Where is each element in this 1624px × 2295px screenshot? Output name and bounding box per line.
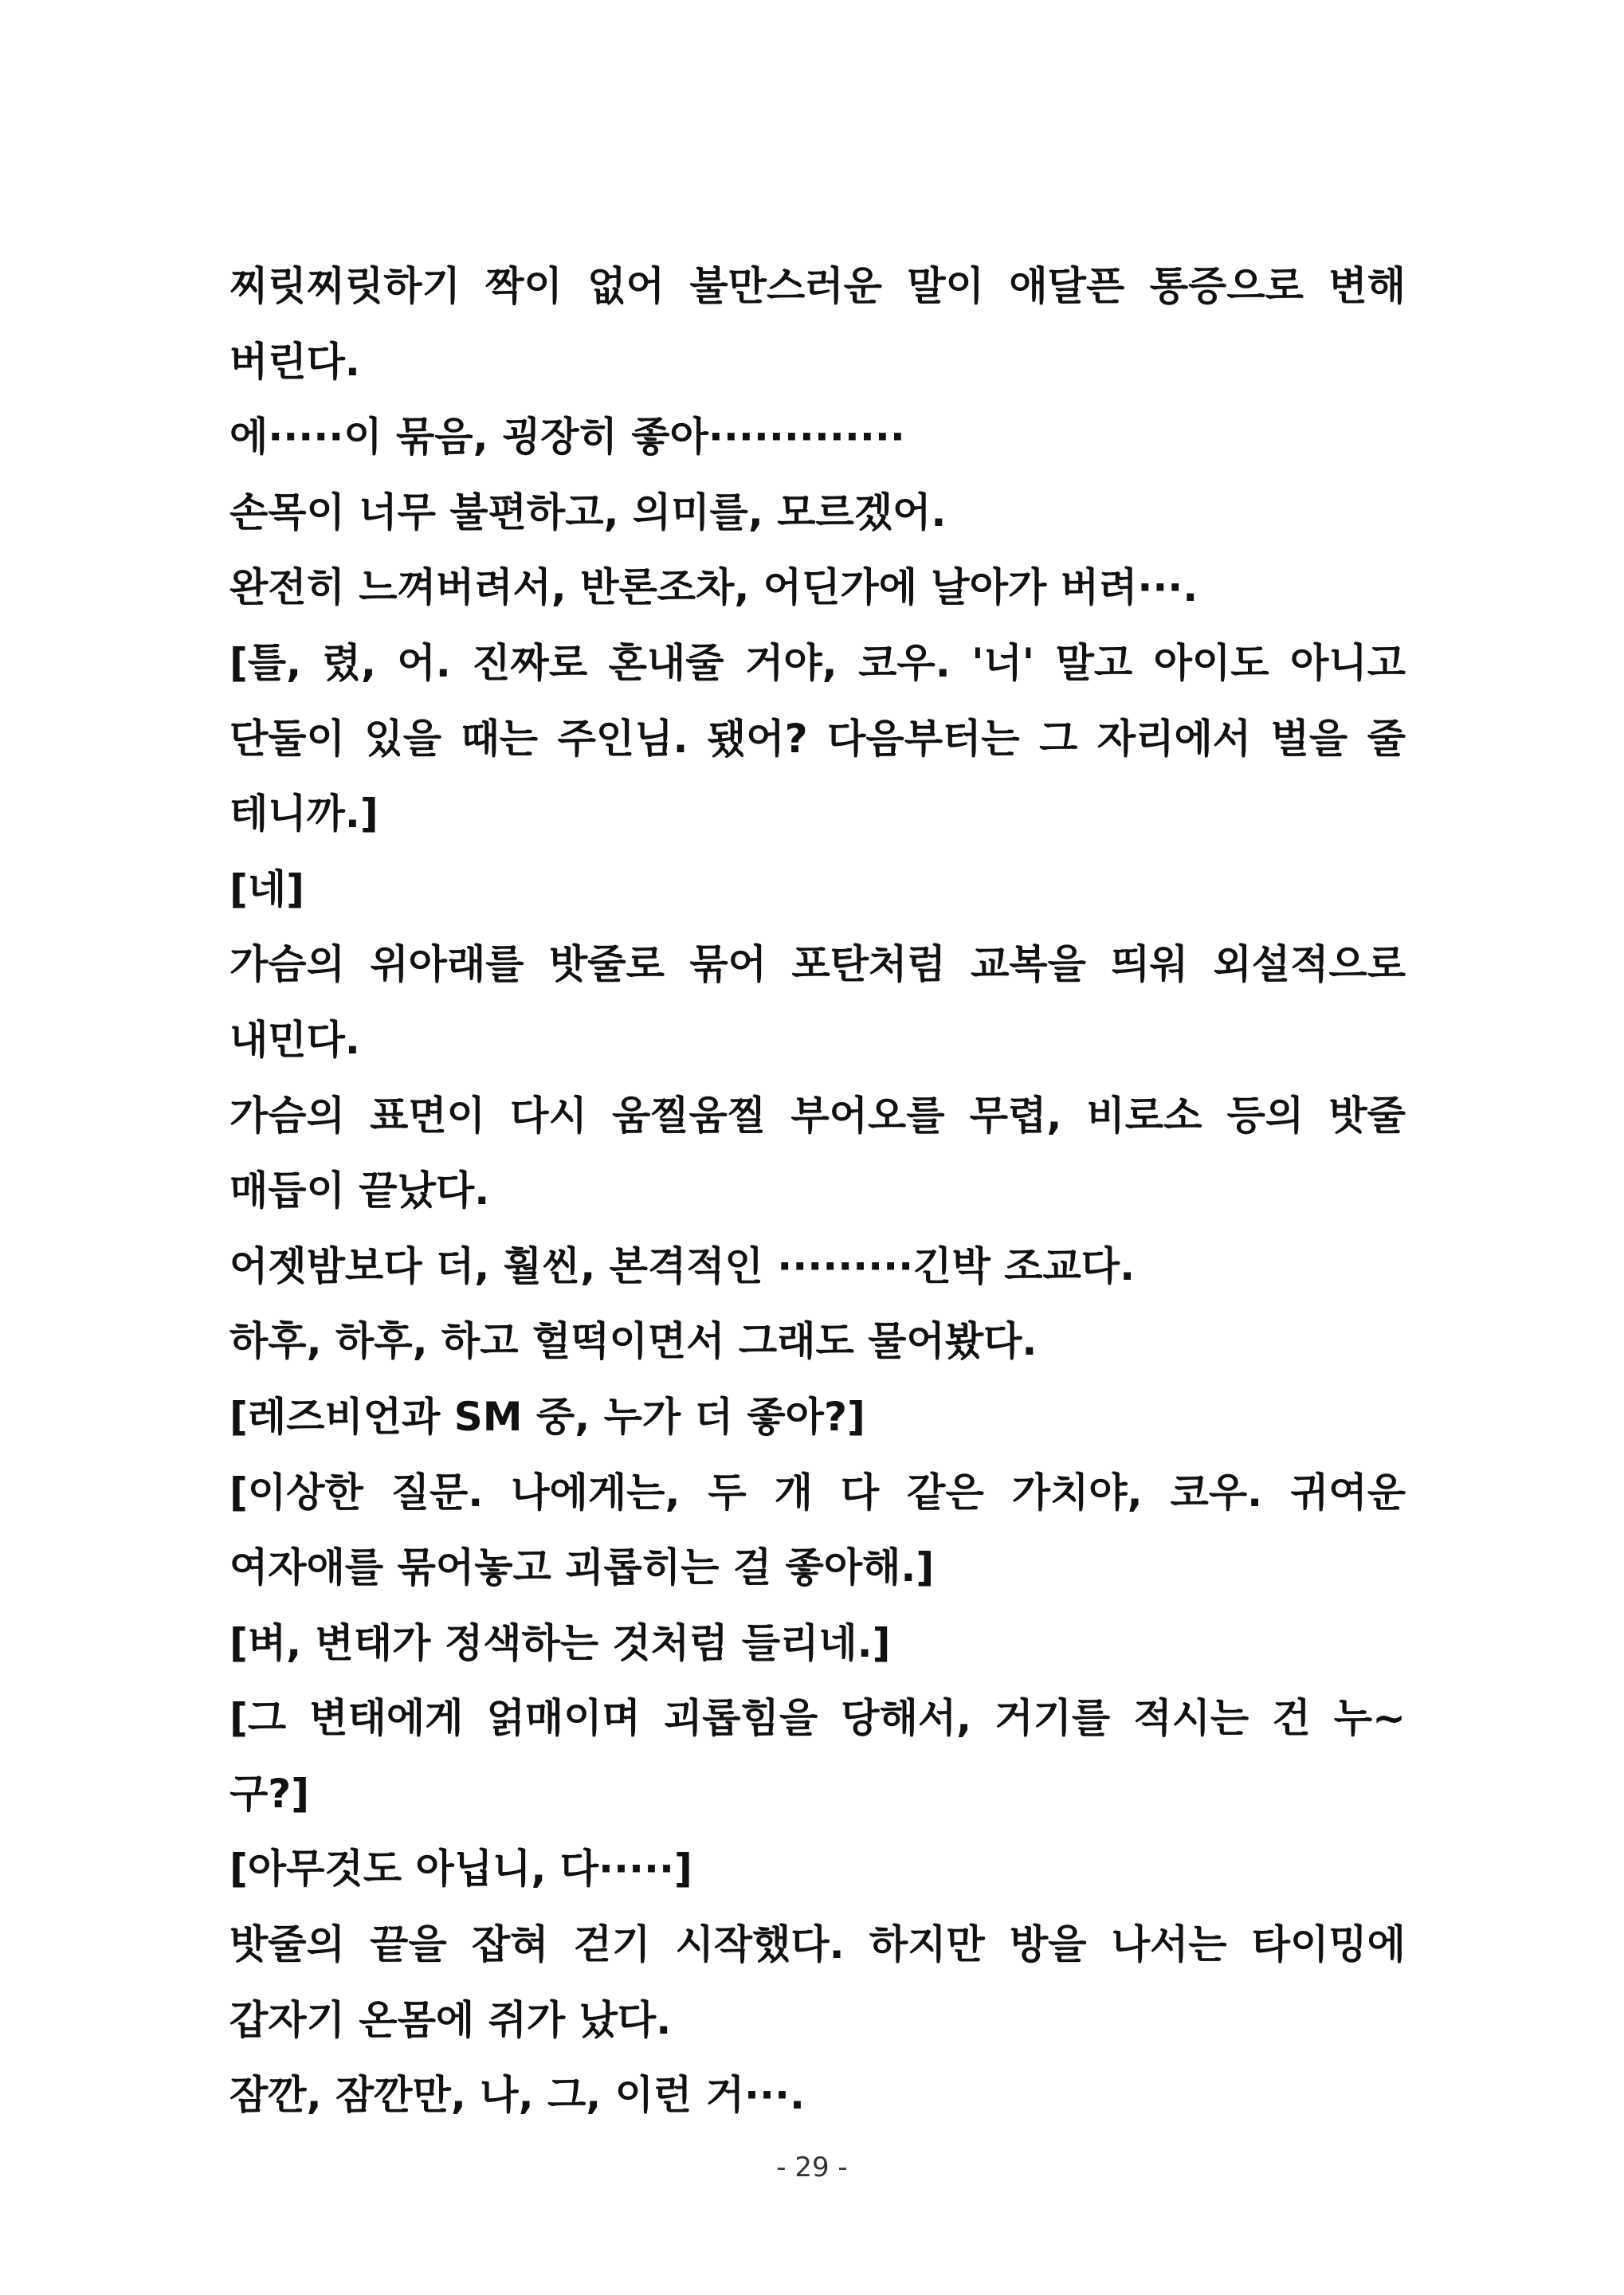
paragraph: [벼, 변태가 정색하는 것처럼 들리네.]	[229, 1619, 891, 1666]
paragraph: [아무것도 아닙니, 다·····]	[229, 1846, 692, 1893]
paragraph: 어젯밤보다 더, 훨씬, 본격적인 ·········긴박 조교다.	[229, 1242, 1136, 1289]
paragraph: 손목이 너무 불편하고, 의미를, 모르겠어.	[229, 488, 947, 536]
paragraph: 에·····이 묶음, 굉장히 좋아·············	[229, 414, 905, 461]
body-text	[229, 249, 1406, 2133]
paragraph: 가슴의 표면이 다시 움찔움찔 부어오를 무렵, 비로소 등의 밧줄 매듭이 끝났다.	[229, 1092, 1406, 1214]
paragraph: [레즈비언과 SM 중, 누가 더 좋아?]	[229, 1393, 865, 1440]
paragraph: 찌릿찌릿하기 짝이 없어 불만스러운 말이 애달픈 통증으로 변해 버린다.	[229, 263, 1406, 385]
paragraph: 하후, 하후, 하고 헐떡이면서 그래도 물어봤다.	[229, 1318, 1038, 1365]
paragraph: [이상한 질문. 나에게는, 두 개 다 같은 가치야, 코우. 귀여운 여자애를 묶어놓고 괴롭히는 걸 좋아해.]	[229, 1469, 1406, 1591]
page-number: - 29 -	[776, 2152, 848, 2183]
paragraph: [틀, 렸, 어. 진짜로 혼내줄 거야, 코우. '너' 말고 아이도 아니고 단둘이 있을 때는 주인님. 됐어? 다음부터는 그 자리에서 벌을 줄 테니까.]	[229, 639, 1406, 838]
paragraph: 가슴의 위아래를 밧줄로 묶어 포탄처럼 교복을 띄워 외설적으로 내민다.	[229, 941, 1406, 1063]
paragraph: [네]	[229, 865, 305, 912]
paragraph: [그 변태에게 얽매이며 괴롭힘을 당해서, 거기를 적시는 건 누~구?]	[229, 1695, 1406, 1817]
paragraph: 잠깐, 잠깐만, 나, 그, 이런 거···.	[229, 2072, 805, 2119]
paragraph: 밧줄의 끝을 잡혀 걷기 시작했다. 하지만 방을 나서는 타이밍에 갑자기 온몸에 쥐가 났다.	[229, 1921, 1406, 2043]
paragraph: 완전히 느껴버려서, 반론조차, 어딘가에 날아가 버려···.	[229, 564, 1198, 611]
